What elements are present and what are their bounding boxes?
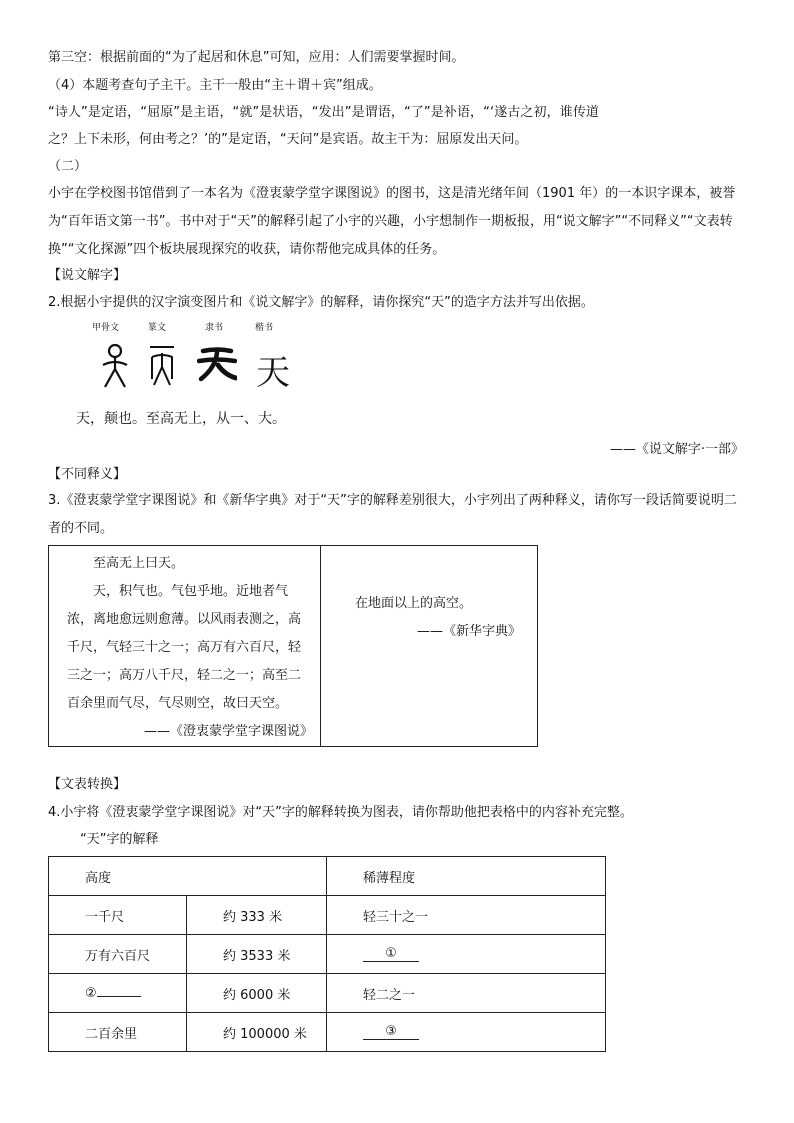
shuowen-quote: 天，颠也。至高无上，从一、大。: [76, 411, 286, 427]
cell-thinness: 轻三十之一: [327, 896, 606, 935]
answer-line-1: 第三空：根据前面的“为了起居和休息”可知，应用：人们需要掌握时间。: [48, 50, 465, 65]
header-height: 高度: [49, 857, 327, 896]
answer-line-4: 之？上下未形，何由考之？’的”是定语，“天问”是宾语。故主干为：屈原发出天问。: [48, 132, 528, 147]
label-regular: 楷书: [255, 323, 274, 333]
chengzhong-first-line: 至高无上曰天。: [93, 556, 185, 571]
xinhua-text: 在地面以上的高空。: [355, 596, 473, 611]
chengzhong-definition: [67, 550, 313, 746]
blank-2-label: ②: [85, 985, 97, 1001]
blank-3[interactable]: ③: [363, 1024, 419, 1040]
header-thinness: 稀薄程度: [327, 857, 606, 896]
cell-height: [49, 974, 187, 1013]
question-3: 3.《澄衷蒙学堂字课图说》和《新华字典》对于“天”字的解释差别很大，小宇列出了两种释义，请你写一段话简要说明二者的不同。: [48, 493, 737, 536]
cell-thinness: [327, 935, 606, 974]
table-header-row: [49, 857, 606, 896]
definition-compare-box: [48, 545, 538, 747]
wenbiao-heading: 【文表转换】: [48, 777, 127, 792]
regular-tian-glyph: 天: [256, 353, 290, 393]
table-row: [49, 974, 606, 1013]
answer-line-2: （4）本题考查句子主干。主干一般由“主＋谓＋宾”组成。: [48, 78, 382, 93]
table-title: “天”字的解释: [80, 832, 159, 847]
table-row: [49, 896, 606, 935]
label-seal: 篆文: [148, 323, 167, 333]
chengzhong-body: 天，积气也。气包乎地。近地者气浓，离地愈远则愈薄。以风雨表测之，高千尺，气轻三十之一；高万有六百尺，轻三之一；高万八千尺，轻二之一；高至二百余里而气尽，气尽则空，故曰天空。: [67, 584, 302, 711]
shuowen-heading: 【说文解字】: [48, 268, 127, 283]
cell-meters: 约 333 米: [187, 896, 327, 935]
seal-tian-glyph: [146, 343, 178, 389]
answer-line-3: “诗人”是定语，“屈原”是主语，“就”是状语，“发出”是谓语，“了”是补语，“‘遂古之初，谁传道: [48, 105, 600, 120]
cell-height: 一千尺: [49, 896, 187, 935]
blank-1[interactable]: ①: [363, 946, 419, 962]
cell-height: 二百余里: [49, 1013, 187, 1052]
blank-2[interactable]: [97, 996, 141, 997]
oracle-tian-glyph: [100, 343, 130, 389]
table-row: [49, 935, 606, 974]
cell-height: 万有六百尺: [49, 935, 187, 974]
shuowen-source: ——《说文解字·一部》: [609, 442, 744, 457]
label-oracle: 甲骨文: [92, 323, 120, 333]
chengzhong-source: ——《澄衷蒙学堂字课图说》: [143, 724, 313, 739]
section-intro: 小宇在学校图书馆借到了一本名为《澄衷蒙学堂字课图说》的图书，这是清光绪年间（1901 年）的一本识字课本，被誉为“百年语文第一书”。书中对于“天”的解释引起了小宇的兴趣，小宇想制作一期板报，用“说文解字”“不同释义”“文表转换”“文化探源”四个板块展现探究的收获，请你帮他完成具体的任务。: [48, 186, 736, 257]
clerical-tian-glyph: [197, 343, 237, 383]
question-2: 2.根据小宇提供的汉字演变图片和《说文解字》的解释，请你探究“天”的造字方法并写出依据。: [48, 295, 594, 310]
xinhua-definition: [355, 590, 521, 646]
explanation-table: [48, 856, 606, 1052]
xinhua-source: ——《新华字典》: [417, 624, 522, 639]
section-heading: （二）: [48, 159, 88, 174]
cell-meters: 约 3533 米: [187, 935, 327, 974]
question-4: 4.小宇将《澄衷蒙学堂字课图说》对“天”字的解释转换为图表，请你帮助他把表格中的内容补充完整。: [48, 805, 633, 820]
label-clerical: 隶书: [205, 323, 224, 333]
box-divider: [320, 546, 321, 746]
cell-meters: 约 100000 米: [187, 1013, 327, 1052]
cell-thinness: [327, 1013, 606, 1052]
table-row: [49, 1013, 606, 1052]
cell-meters: 约 6000 米: [187, 974, 327, 1013]
butong-heading: 【不同释义】: [48, 467, 127, 482]
cell-thinness: 轻二之一: [327, 974, 606, 1013]
